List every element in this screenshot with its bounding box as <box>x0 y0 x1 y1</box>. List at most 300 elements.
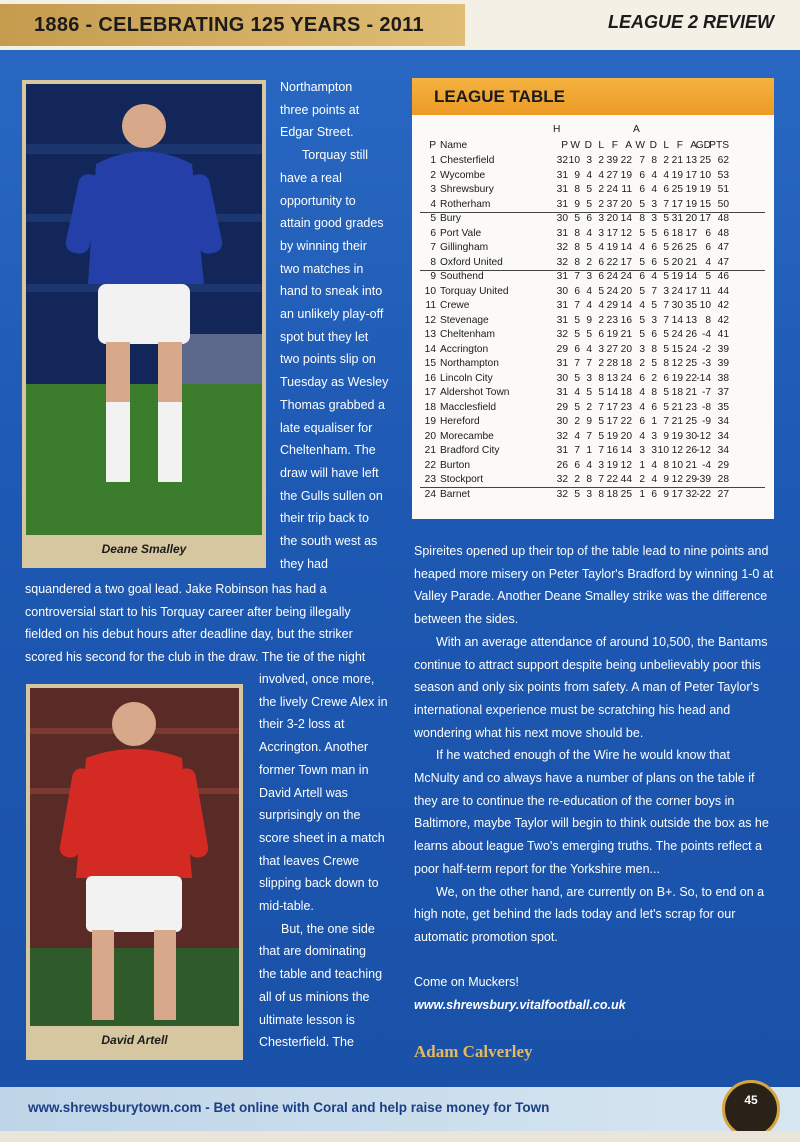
stat-cell: 5 <box>663 213 669 224</box>
stat-cell: -14 <box>696 372 711 384</box>
stat-cell: 20 <box>620 430 632 442</box>
stat-cell: 6 <box>574 343 580 355</box>
team-cell: Macclesfield <box>440 401 497 413</box>
stat-cell: 48 <box>717 213 729 224</box>
stat-cell: 9 <box>663 474 669 485</box>
stat-cell: 6 <box>651 256 657 268</box>
stat-cell: 5 <box>574 329 580 340</box>
article-line: mid-table. <box>259 899 314 914</box>
stat-cell: 5 <box>651 300 657 311</box>
stat-cell: 4 <box>598 300 604 311</box>
stat-cell: 2 <box>574 416 580 427</box>
stat-cell: 19 <box>699 184 711 195</box>
article-column-3 <box>259 668 388 1054</box>
stat-cell: 22 <box>606 474 618 485</box>
position-cell: 2 <box>430 169 436 181</box>
stat-cell: 6 <box>705 242 711 253</box>
stat-cell: 7 <box>663 300 669 311</box>
stat-cell: 19 <box>606 459 618 471</box>
stat-cell: 37 <box>606 198 618 210</box>
stat-cell: 4 <box>651 459 657 471</box>
stat-cell: 31 <box>556 387 568 398</box>
stat-cell: 10 <box>699 169 711 181</box>
team-cell: Lincoln City <box>440 372 493 384</box>
stat-cell: 5 <box>639 329 645 340</box>
table-row <box>412 154 774 169</box>
article-line: between the sides. <box>414 612 519 627</box>
stat-cell: 5 <box>663 329 669 340</box>
stat-cell: 17 <box>699 213 711 224</box>
article-line: Spireites opened up their top of the table lead to nine points and <box>414 544 769 558</box>
stat-cell: 48 <box>717 227 729 239</box>
stat-cell: 28 <box>606 358 618 369</box>
article-line: McNulty and co always have a number of plans on the table if <box>414 771 755 786</box>
position-cell: 19 <box>424 416 436 427</box>
stat-cell: 17 <box>671 488 683 500</box>
article-line: spot but they let <box>280 329 369 344</box>
stat-cell: 17 <box>685 285 697 297</box>
stat-cell: 30 <box>685 430 697 442</box>
stat-cell: 14 <box>671 314 683 326</box>
stat-cell: W <box>570 139 580 151</box>
stat-cell: 3 <box>651 213 657 224</box>
table-row <box>412 444 774 459</box>
stat-cell: 5 <box>663 271 669 282</box>
article-line: Northampton <box>280 80 353 94</box>
stat-cell: 32 <box>685 488 697 500</box>
stat-cell: 24 <box>620 372 632 384</box>
stat-cell: 51 <box>717 184 729 195</box>
stat-cell: 12 <box>671 358 683 369</box>
article-line: two points slip on <box>280 352 376 367</box>
article-line: score sheet in a match <box>259 830 385 845</box>
stat-cell: 5 <box>598 430 604 442</box>
stat-cell: -4 <box>701 459 711 471</box>
stat-cell: 17 <box>620 256 632 268</box>
stat-cell: 4 <box>598 169 604 181</box>
website-link[interactable]: www.shrewsbury.vitalfootball.co.uk <box>414 998 626 1013</box>
stat-cell: 29 <box>556 401 568 413</box>
stat-cell: 12 <box>671 445 683 456</box>
stat-cell: 1 <box>586 445 592 456</box>
position-cell: 21 <box>424 445 436 456</box>
article-line: they are to continue the re-education of the corner boys in <box>414 793 735 808</box>
position-cell: 22 <box>424 459 436 471</box>
team-cell: Shrewsbury <box>440 184 494 195</box>
article-line: Come on Muckers! <box>414 975 519 990</box>
team-cell: Bradford City <box>440 445 500 456</box>
stat-cell: 6 <box>651 488 657 500</box>
stat-cell: 6 <box>598 256 604 268</box>
team-cell: Wycombe <box>440 169 486 181</box>
team-cell: Gillingham <box>440 242 489 253</box>
footer-edge <box>0 1131 800 1142</box>
stat-cell: 19 <box>685 198 697 210</box>
stat-cell: 7 <box>651 285 657 297</box>
stat-cell: 9 <box>574 198 580 210</box>
article-line: Tuesday as Wesley <box>280 375 389 390</box>
stat-cell: 6 <box>639 372 645 384</box>
stat-cell: 14 <box>606 387 618 398</box>
stat-cell: 22 <box>620 155 632 166</box>
article-line: have a real <box>280 170 342 185</box>
league-table-box <box>412 78 774 519</box>
stat-cell: 30 <box>671 300 683 311</box>
table-row <box>412 241 774 256</box>
team-cell: Cheltenham <box>440 329 495 340</box>
stat-cell: 8 <box>651 387 657 398</box>
team-cell: Crewe <box>440 300 470 311</box>
stat-cell: 14 <box>620 445 632 456</box>
stat-cell: 21 <box>685 387 697 398</box>
stat-cell: 32 <box>556 430 568 442</box>
stat-cell: 2 <box>586 256 592 268</box>
article-line: high note, get behind the lads today and let's scrap for our <box>414 907 736 922</box>
stat-cell: 19 <box>671 169 683 181</box>
article-line: draw will have left <box>280 465 379 480</box>
stat-cell: 8 <box>639 213 645 224</box>
stat-cell: 31 <box>671 213 683 224</box>
stat-cell: 50 <box>717 198 729 210</box>
article-line: slipping back down to <box>259 876 379 891</box>
stat-cell: 5 <box>663 343 669 355</box>
stat-cell: D <box>649 139 657 151</box>
stat-cell: 7 <box>663 198 669 210</box>
stat-cell: 25 <box>699 155 711 166</box>
article-line: by winning their <box>280 238 367 253</box>
stat-cell: 5 <box>651 358 657 369</box>
article-line: ultimate lesson is <box>259 1012 355 1027</box>
stat-cell: 13 <box>606 372 618 384</box>
league-table <box>412 115 774 519</box>
stat-cell: 47 <box>717 256 729 268</box>
stat-cell: 8 <box>574 227 580 239</box>
stat-cell: 29 <box>606 300 618 311</box>
stat-cell: 35 <box>717 401 729 413</box>
table-row <box>412 227 774 242</box>
stat-cell: 5 <box>586 198 592 210</box>
stat-cell: 23 <box>685 401 697 413</box>
stat-cell: 4 <box>651 184 657 195</box>
article-line: hand to sneak into <box>280 284 383 299</box>
stat-cell: 4 <box>651 169 657 181</box>
position-cell: 24 <box>424 488 436 500</box>
stat-cell: 5 <box>639 285 645 297</box>
stat-cell: 3 <box>639 343 645 355</box>
stat-cell: 18 <box>606 488 618 500</box>
stat-cell: 3 <box>586 271 592 282</box>
stat-cell: 5 <box>651 227 657 239</box>
stat-cell: 28 <box>717 474 729 485</box>
stat-cell: 6 <box>598 271 604 282</box>
stat-cell: 20 <box>606 213 618 224</box>
stat-cell: 5 <box>639 314 645 326</box>
team-cell: Oxford United <box>440 256 503 268</box>
team-cell: Barnet <box>440 488 471 500</box>
stat-cell: 5 <box>574 401 580 413</box>
stat-cell: 22 <box>685 372 697 384</box>
article-line: controversial start to his Torquay career after being illegally <box>25 604 351 619</box>
stat-cell: PTS <box>709 139 729 151</box>
player-photo-illustration <box>30 688 239 1026</box>
stat-cell: 2 <box>639 358 645 369</box>
article-line: wondering what his next move should be. <box>414 725 644 740</box>
stat-cell: 21 <box>685 459 697 471</box>
article-line: an unlikely play-off <box>280 307 384 322</box>
stat-cell: 5 <box>574 213 580 224</box>
stat-cell: 3 <box>586 488 592 500</box>
stat-cell: 6 <box>639 169 645 181</box>
stat-cell: 22 <box>606 256 618 268</box>
stat-cell: 39 <box>606 155 618 166</box>
position-cell: 20 <box>424 430 436 442</box>
stat-cell: 7 <box>586 430 592 442</box>
table-row <box>412 343 774 358</box>
stat-cell: 29 <box>717 459 729 471</box>
article-line: their 3-2 loss at <box>259 717 345 732</box>
stat-cell: 17 <box>606 416 618 427</box>
article-line: scored his second for the club in the draw. The tie of the night <box>25 650 366 665</box>
stat-cell: 5 <box>586 184 592 195</box>
position-cell: 17 <box>424 387 436 398</box>
stat-cell: 8 <box>705 314 711 326</box>
stat-cell: 39 <box>717 358 729 369</box>
stat-cell: 32 <box>556 256 568 268</box>
article-line: Torquay still <box>302 148 368 163</box>
stat-cell: 30 <box>556 213 568 224</box>
stat-cell: -7 <box>701 387 711 398</box>
team-cell: Stevenage <box>440 314 489 326</box>
stat-cell: 4 <box>639 300 645 311</box>
article-line: their trip back to <box>280 511 369 526</box>
stat-cell: 9 <box>586 314 592 326</box>
stat-cell: 24 <box>671 329 683 340</box>
stat-cell: 13 <box>685 314 697 326</box>
team-cell: Morecambe <box>440 430 494 442</box>
stat-cell: A <box>690 139 697 151</box>
stat-cell: 7 <box>663 314 669 326</box>
stat-cell: 20 <box>671 256 683 268</box>
stat-cell: 1 <box>639 459 645 471</box>
stat-cell: 5 <box>705 271 711 282</box>
stat-cell: 5 <box>598 387 604 398</box>
table-row <box>412 212 774 227</box>
stat-cell: GD <box>695 139 711 151</box>
table-row <box>412 459 774 474</box>
stat-cell: 8 <box>586 474 592 485</box>
stat-cell: 62 <box>717 155 729 166</box>
stat-cell: 3 <box>586 155 592 166</box>
stat-cell: 19 <box>671 430 683 442</box>
article-line: Valley Parade. Another Deane Smalley strike was the difference <box>414 589 768 604</box>
article-line: Cheltenham. The <box>280 443 376 458</box>
stat-cell: 24 <box>671 285 683 297</box>
article-line: international experience must be scratching his head and <box>414 702 731 717</box>
stat-cell: 26 <box>685 329 697 340</box>
team-cell: Hereford <box>440 416 480 427</box>
stat-cell: 31 <box>556 184 568 195</box>
table-separator <box>420 270 765 271</box>
article-line: With an average attendance of around 10,500, the Bantams <box>436 634 768 649</box>
stat-cell: 6 <box>639 416 645 427</box>
stat-cell: 2 <box>598 358 604 369</box>
team-cell: Stockport <box>440 474 484 485</box>
author-name: Adam Calverley <box>414 1042 533 1061</box>
table-row <box>412 285 774 300</box>
group-label: H <box>553 124 561 135</box>
stat-cell: 2 <box>639 474 645 485</box>
stat-cell: 5 <box>639 198 645 210</box>
stat-cell: 29 <box>685 474 697 485</box>
group-label: A <box>633 124 640 135</box>
stat-cell: 14 <box>620 213 632 224</box>
stat-cell: 17 <box>606 227 618 239</box>
player-photo-illustration <box>26 84 262 535</box>
stat-cell: 9 <box>574 169 580 181</box>
article-line: automatic promotion spot. <box>414 929 558 944</box>
stat-cell: 22 <box>620 416 632 427</box>
team-cell: Southend <box>440 271 484 282</box>
stat-cell: 32 <box>556 155 568 166</box>
article-line: they had <box>280 556 328 571</box>
table-row <box>412 270 774 285</box>
stat-cell: 31 <box>556 445 568 456</box>
stat-cell: 5 <box>639 256 645 268</box>
stat-cell: 2 <box>574 474 580 485</box>
table-row <box>412 430 774 445</box>
stat-cell: -22 <box>696 488 711 500</box>
stat-cell: 26 <box>685 445 697 456</box>
article-line: heaped more misery on Peter Taylor's Bradford by winning 1-0 at <box>414 566 774 581</box>
stat-cell: 1 <box>639 488 645 500</box>
stat-cell: 41 <box>717 329 729 340</box>
stat-cell: 24 <box>685 343 697 355</box>
article-line: But, the one side <box>281 921 375 936</box>
stat-cell: 1 <box>651 416 657 427</box>
stat-cell: 10 <box>657 445 669 456</box>
stat-cell: 19 <box>620 169 632 181</box>
stat-cell: 21 <box>671 155 683 166</box>
stat-cell: 12 <box>671 474 683 485</box>
stat-cell: 39 <box>717 343 729 355</box>
table-row <box>412 415 774 430</box>
position-cell: 7 <box>430 242 436 253</box>
stat-cell: 4 <box>639 401 645 413</box>
table-row <box>412 328 774 343</box>
stat-cell: 14 <box>685 271 697 282</box>
article-line: that are dominating <box>259 944 367 959</box>
stat-cell: 4 <box>586 169 592 181</box>
stat-cell: 15 <box>671 343 683 355</box>
stat-cell: 2 <box>598 184 604 195</box>
stat-cell: 4 <box>586 459 592 471</box>
stat-cell: 4 <box>574 430 580 442</box>
stat-cell: F <box>611 139 618 151</box>
player-photo-image <box>26 84 262 535</box>
stat-cell: 7 <box>598 474 604 485</box>
article-line: opportunity to <box>280 193 356 208</box>
stat-cell: 5 <box>574 488 580 500</box>
stat-cell: A <box>625 139 632 151</box>
stat-cell: 23 <box>620 401 632 413</box>
stat-cell: -8 <box>701 401 711 413</box>
stat-cell: -2 <box>701 343 711 355</box>
stat-cell: 34 <box>717 416 729 427</box>
article-line: the Gulls sullen on <box>280 488 383 503</box>
stat-cell: 4 <box>586 300 592 311</box>
stat-cell: 32 <box>556 488 568 500</box>
stat-cell: 4 <box>651 474 657 485</box>
stat-cell: F <box>676 139 683 151</box>
stat-cell: 14 <box>620 242 632 253</box>
article-line: former Town man in <box>259 762 369 777</box>
stat-cell: 6 <box>663 227 669 239</box>
stat-cell: 8 <box>574 256 580 268</box>
stat-cell: 31 <box>556 169 568 181</box>
stat-cell: 18 <box>620 387 632 398</box>
article-line: Edgar Street. <box>280 125 354 140</box>
stat-cell: 19 <box>606 242 618 253</box>
team-cell: Name <box>440 139 468 151</box>
position-cell: 5 <box>430 213 436 224</box>
stat-cell: 7 <box>574 271 580 282</box>
article-column-1 <box>280 76 388 575</box>
table-row <box>412 183 774 198</box>
stat-cell: 18 <box>671 227 683 239</box>
photo-caption: Deane Smalley <box>101 542 187 556</box>
stat-cell: 4 <box>663 169 669 181</box>
stat-cell: 24 <box>606 271 618 282</box>
stat-cell: 5 <box>598 285 604 297</box>
stat-cell: 6 <box>574 285 580 297</box>
banner <box>0 4 465 46</box>
stat-cell: 7 <box>574 300 580 311</box>
stat-cell: 5 <box>663 401 669 413</box>
stat-cell: 19 <box>671 372 683 384</box>
position-cell: 9 <box>430 271 436 282</box>
stat-cell: 16 <box>620 314 632 326</box>
article-line: all of us minions the <box>259 989 370 1004</box>
stat-cell: 6 <box>663 372 669 384</box>
table-row <box>412 401 774 416</box>
stat-cell: 42 <box>717 300 729 311</box>
section-title: LEAGUE 2 REVIEW <box>607 12 774 32</box>
table-separator <box>420 487 765 488</box>
article-line: We, on the other hand, are currently on B+. So, to end on a <box>436 884 765 899</box>
stat-cell: 37 <box>717 387 729 398</box>
away-group-label <box>412 123 774 138</box>
stat-cell: 19 <box>606 430 618 442</box>
article-line: learns about league Two's emerging truths. The points reflect a <box>414 839 762 854</box>
page-number: 45 <box>744 1093 758 1107</box>
stat-cell: 27 <box>717 488 729 500</box>
stat-cell: 17 <box>606 401 618 413</box>
stat-cell: 3 <box>639 445 645 456</box>
stat-cell: 5 <box>663 387 669 398</box>
stat-cell: 4 <box>639 430 645 442</box>
team-cell: Northampton <box>440 358 499 369</box>
stat-cell: -12 <box>696 445 711 456</box>
stat-cell: L <box>598 139 604 151</box>
article-line: Accrington. Another <box>259 740 369 755</box>
table-row <box>412 314 774 329</box>
stat-cell: 8 <box>663 358 669 369</box>
article-line: the south west as <box>280 534 378 549</box>
stat-cell: 30 <box>556 285 568 297</box>
stat-cell: 6 <box>574 459 580 471</box>
stat-cell: 3 <box>663 285 669 297</box>
stat-cell: 30 <box>556 372 568 384</box>
